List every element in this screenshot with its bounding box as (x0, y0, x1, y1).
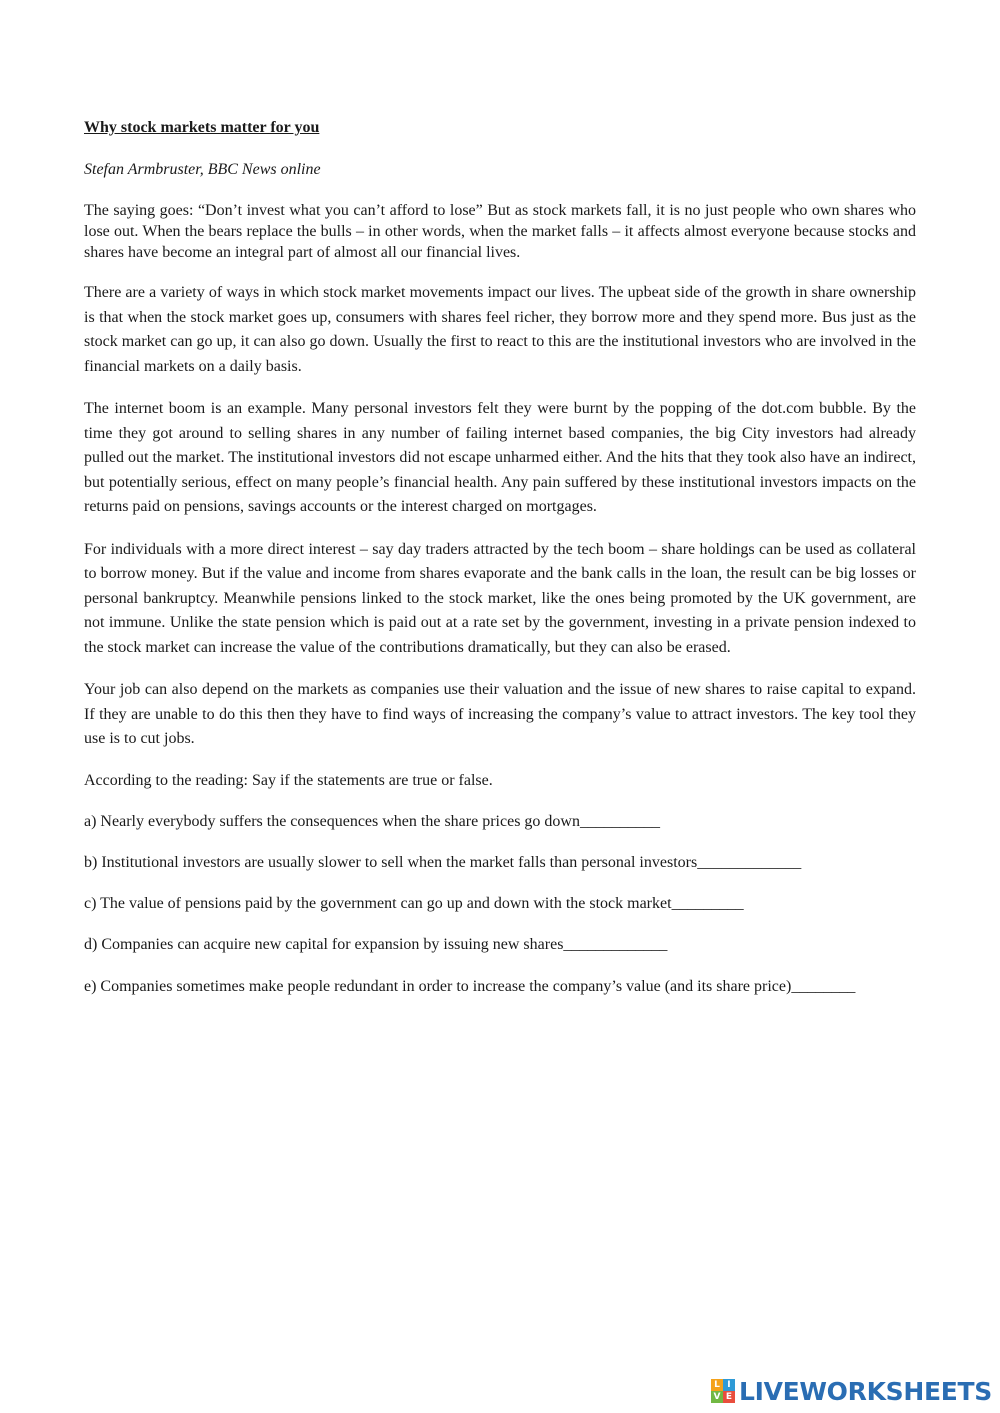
article-paragraph: There are a variety of ways in which stock market movements impact our lives. The upbeat side of the growth in share ownership is that when the stock market goes up, consumers with shares feel richer, they borrow more and they spend more. Bus just as the stock market can go up, it can also go down. Usually the first to react to this are the institutional investors who are involved in the financial markets on a daily basis. (84, 284, 916, 375)
question-text: b) Institutional investors are usually slower to sell when the market falls than personal investors (84, 853, 698, 871)
answer-blank[interactable]: _________ (671, 894, 744, 912)
article-paragraph: Your job can also depend on the markets as companies use their valuation and the issue of new shares to raise capital to expand. If they are unable to do this then they have to find ways of increasing the company’s value to attract investors. The key tool they use is to cut jobs. (84, 681, 916, 747)
question-text: c) The value of pensions paid by the government can go up and down with the stock market (84, 894, 672, 912)
liveworksheets-logo (711, 1375, 992, 1407)
question-e (84, 975, 916, 999)
article-paragraph: The internet boom is an example. Many personal investors felt they were burnt by the popping of the dot.com bubble. By the time they got around to selling shares in any number of failing internet based companies, the big City investors had already pulled out the market. The institutional investors did not escape unharmed either. And the hits that they took also have an indirect, but potentially serious, effect on many people’s financial health. Any pain suffered by these institutional investors impacts on the returns paid on pensions, savings accounts or the interest charged on mortgages. (84, 400, 916, 515)
answer-blank[interactable]: _____________ (563, 935, 668, 953)
exercise-prompt: According to the reading: Say if the statements are true or false. (84, 771, 493, 789)
article-paragraph: For individuals with a more direct interest – say day traders attracted by the tech boom – share holdings can be used as collateral to borrow money. But if the value and income from shares evaporate and the bank calls in the loan, the result can be big losses or personal bankruptcy. Meanwhile pensions linked to the stock market, like the ones being promoted by the UK government, are not immune. Unlike the state pension which is paid out at a rate set by the government, investing in a private pension indexed to the stock market can increase the value of the contributions dramatically, but they can also be erased. (84, 540, 916, 656)
question-d (84, 934, 916, 955)
question-text: a) Nearly everybody suffers the consequences when the share prices go down (84, 812, 580, 830)
worksheet-page (84, 118, 916, 1019)
question-text: e) Companies sometimes make people redundant in order to increase the company’s value (and its share price) (84, 977, 792, 995)
question-text: d) Companies can acquire new capital for expansion by issuing new shares (84, 935, 564, 953)
answer-blank[interactable]: _____________ (697, 853, 802, 871)
question-a (84, 811, 916, 832)
answer-blank[interactable]: ________ (791, 977, 856, 995)
liveworksheets-logo-icon: L I V E (711, 1379, 735, 1403)
logo-text: LIVEWORKSHEETS (738, 1376, 992, 1406)
question-b (84, 852, 916, 873)
article-paragraph: The saying goes: “Don’t invest what you can’t afford to lose” But as stock markets fall, it is no just people who own shares who lose out. When the bears replace the bulls – in other words, when the market falls – it affects almost everyone because stocks and shares have become an integral part of almost all our financial lives. (84, 202, 916, 261)
article-title: Why stock markets matter for you (84, 119, 320, 136)
question-c (84, 893, 916, 914)
answer-blank[interactable]: __________ (579, 812, 660, 830)
article-byline: Stefan Armbruster, BBC News online (84, 161, 321, 178)
